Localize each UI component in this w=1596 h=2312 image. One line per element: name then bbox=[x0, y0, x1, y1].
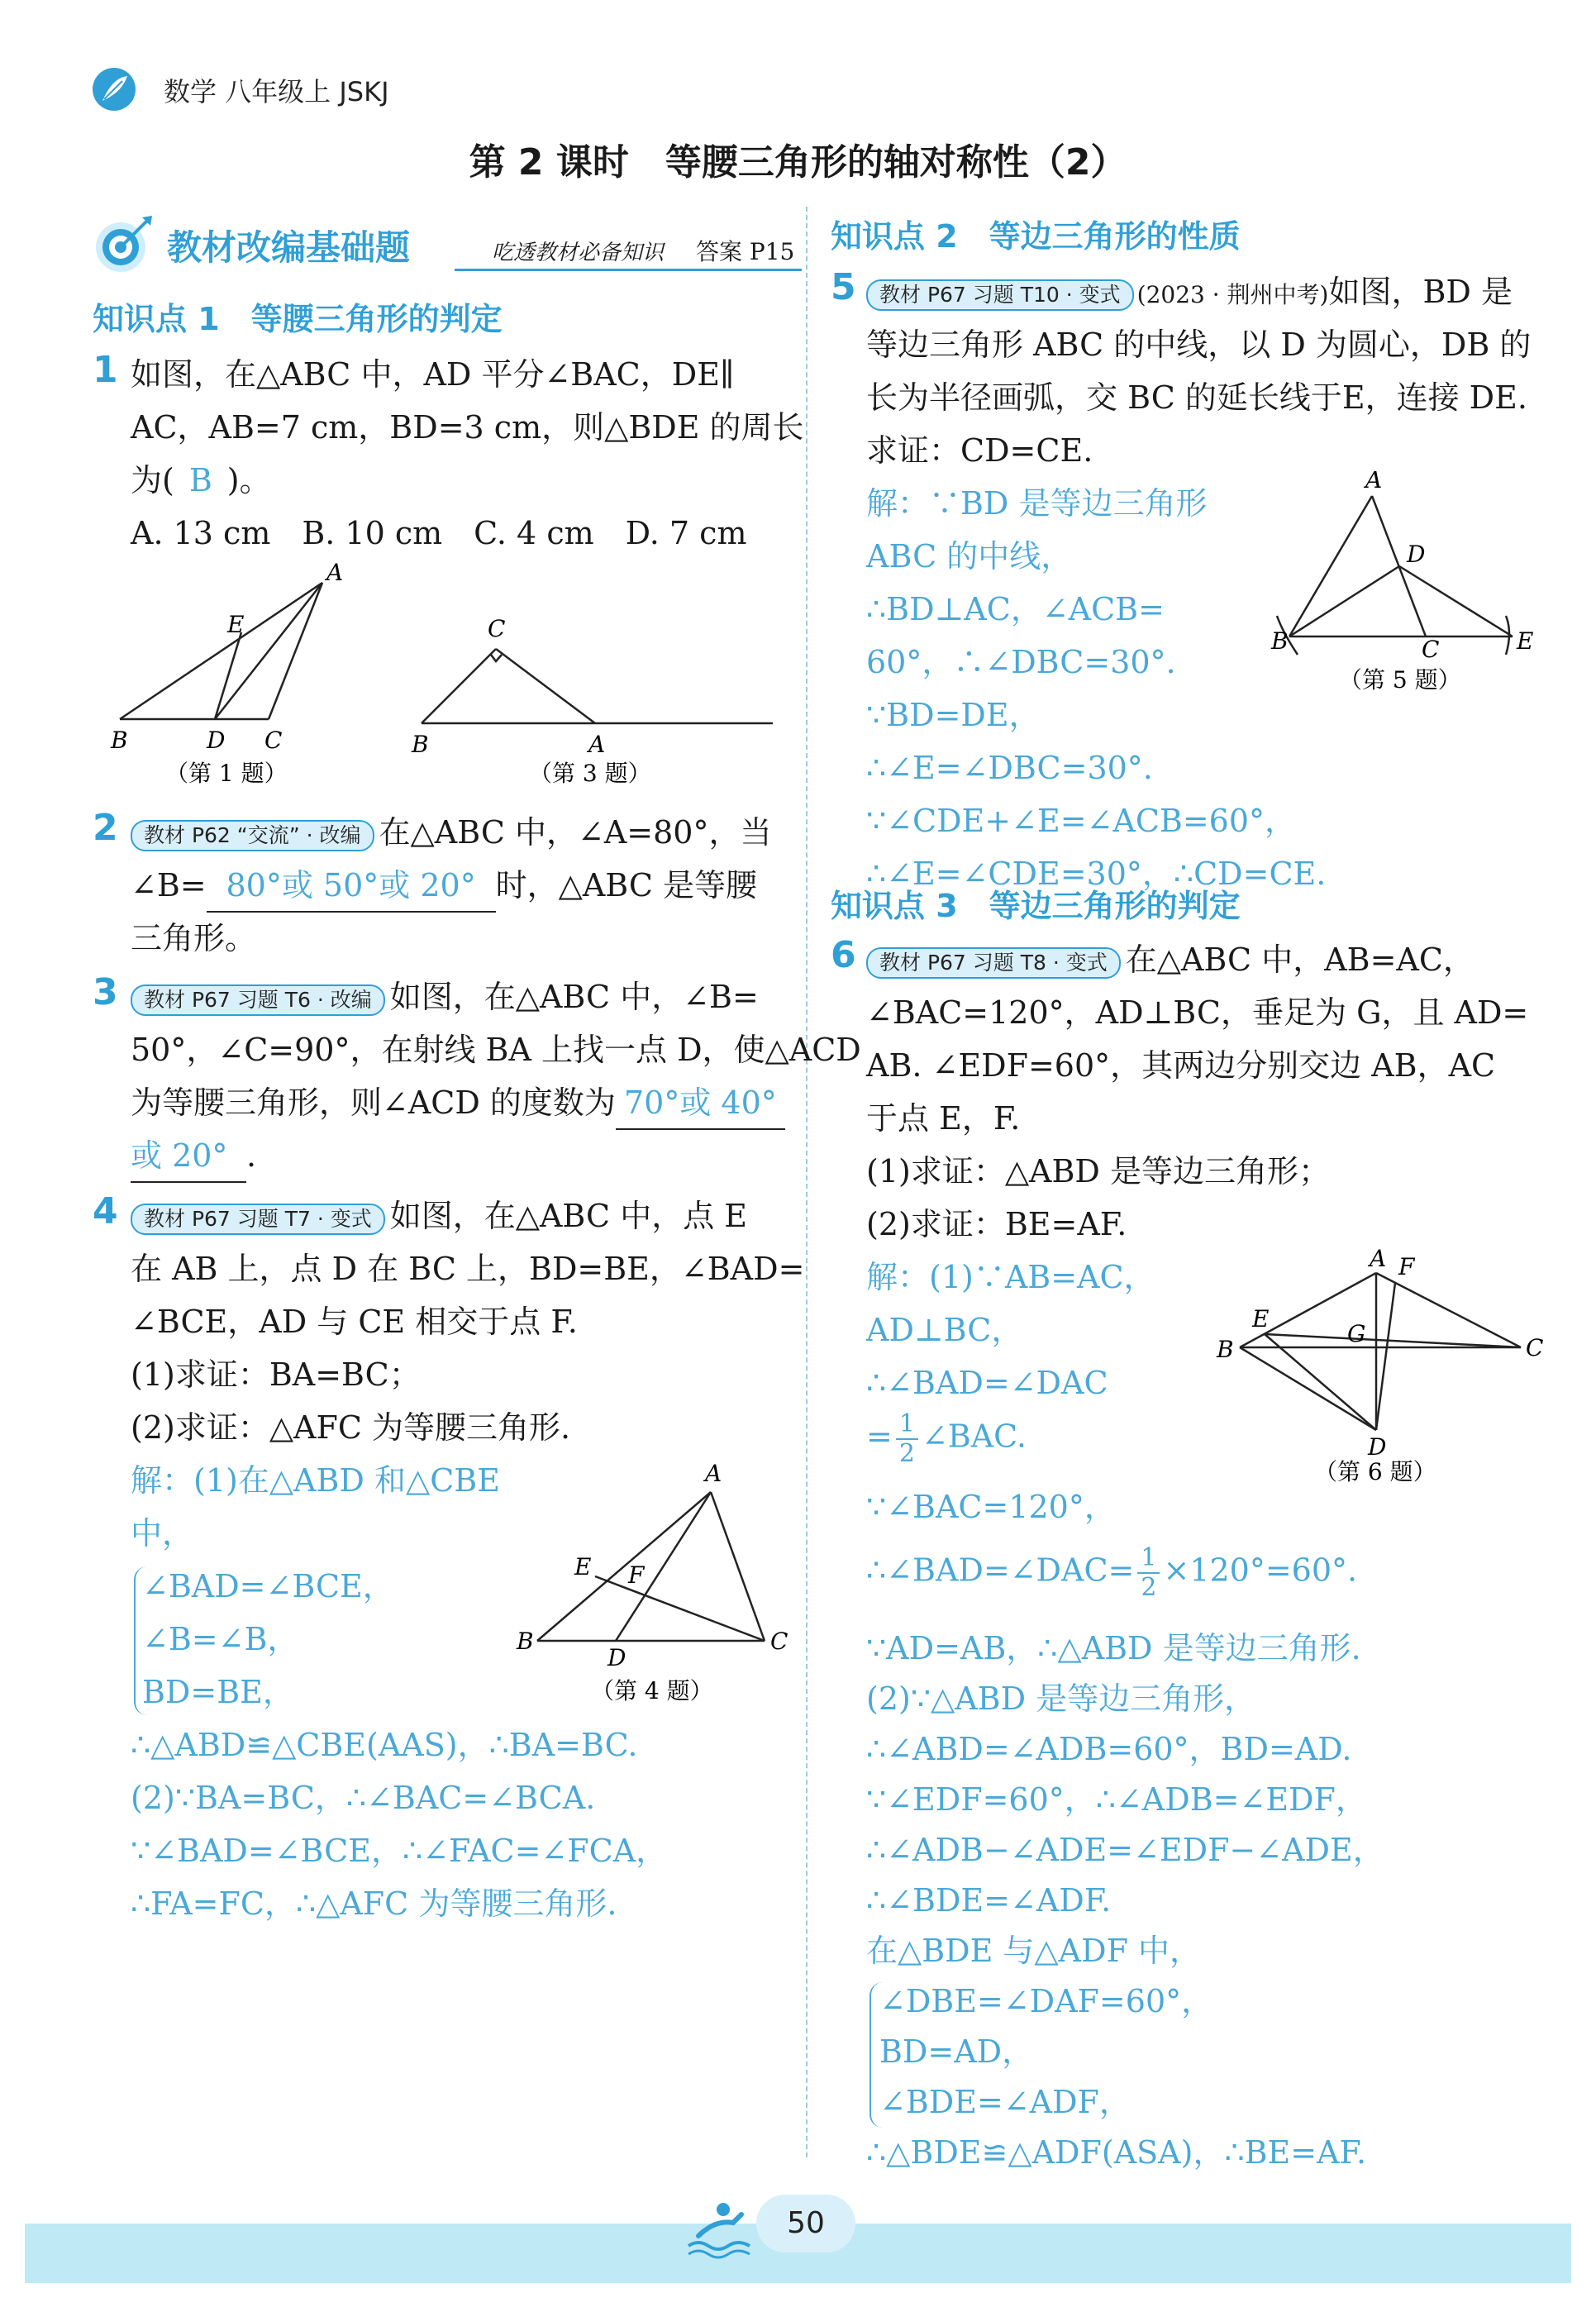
fig4-line-ec bbox=[595, 1576, 765, 1641]
q5-line1-text: 如图，BD 是 bbox=[1328, 274, 1513, 310]
fig4-caption: （第 4 题） bbox=[591, 1677, 713, 1704]
fig6-line-ac bbox=[1376, 1273, 1521, 1347]
q5-solution-3: ∴BD⊥AC，∠ACB= bbox=[866, 591, 1165, 627]
q6-solution-16: ∠BDE=∠ADF， bbox=[879, 2084, 1131, 2120]
q6-solution-14: ∠DBE=∠DAF=60°， bbox=[879, 1983, 1213, 2019]
q6-solution-4 bbox=[866, 1410, 1027, 1485]
header bbox=[91, 66, 504, 116]
q2-line1-text: 在△ABC 中，∠A=80°，当 bbox=[379, 814, 772, 851]
q1-line3-b: )。 bbox=[226, 462, 271, 498]
q5-solution-5: ∵BD=DE， bbox=[866, 697, 1041, 733]
target-icon bbox=[91, 211, 157, 277]
q5-solution-4: 60°，∴∠DBC=30°. bbox=[866, 644, 1176, 680]
q5-solution-8: ∴∠E=∠CDE=30°，∴CD=CE. bbox=[866, 856, 1327, 892]
fig4-label-f: F bbox=[628, 1561, 645, 1589]
q5-solution-6: ∴∠E=∠DBC=30°. bbox=[866, 750, 1153, 786]
q3-number: 3 bbox=[93, 971, 118, 1013]
q4-solution-3: ∠BAD=∠BCE， bbox=[142, 1568, 394, 1604]
q6-solution-2: AD⊥BC， bbox=[866, 1312, 1023, 1348]
q4-number: 4 bbox=[93, 1190, 118, 1232]
q6-solution-1: 解：(1)∵AB=AC， bbox=[866, 1259, 1155, 1295]
header-subject: 数学 八年级上 JSKJ bbox=[164, 76, 389, 107]
q3-line4-b: . bbox=[246, 1137, 257, 1174]
fig1-label-b: B bbox=[111, 727, 128, 754]
fig6-label-d: D bbox=[1368, 1433, 1387, 1461]
q1-line3 bbox=[131, 455, 271, 506]
fig1-line-da bbox=[215, 583, 322, 719]
q6-solution-7: ∵AD=AB，∴△ABD 是等边三角形. bbox=[866, 1630, 1361, 1666]
fig3-right-angle-mark bbox=[491, 655, 502, 661]
q6-s6-numerator: 1 bbox=[1137, 1544, 1160, 1574]
fig4-label-d: D bbox=[607, 1644, 626, 1671]
page-number-badge bbox=[756, 2195, 855, 2252]
fig5-label-b: B bbox=[1271, 627, 1289, 655]
q4-line4: (1)求证：BA=BC； bbox=[131, 1356, 421, 1393]
q6-source-tag: 教材 P67 习题 T8 · 变式 bbox=[866, 947, 1121, 979]
q6-s4-tail: ∠BAC. bbox=[921, 1418, 1027, 1455]
fig4-label-a: A bbox=[705, 1463, 722, 1487]
q6-solution-9: ∴∠ABD=∠ADB=60°，BD=AD. bbox=[866, 1731, 1352, 1767]
q6-s6-tail: ×120°=60°. bbox=[1163, 1552, 1358, 1589]
fig3-caption: （第 3 题） bbox=[529, 760, 651, 787]
fig3-label-b: B bbox=[412, 731, 429, 758]
fig6-line-ec bbox=[1265, 1334, 1521, 1347]
q4-solution-8: ∵∠BAD=∠BCE，∴∠FAC=∠FCA， bbox=[131, 1833, 668, 1869]
fig5-line-bd bbox=[1289, 566, 1399, 636]
fig6-label-b: B bbox=[1217, 1336, 1234, 1363]
fig6-line-de bbox=[1265, 1334, 1376, 1430]
q5-exam-source: (2023 · 荆州中考) bbox=[1136, 281, 1329, 308]
q6-solution-17: ∴△BDE≌△ADF(ASA)，∴BE=AF. bbox=[866, 2134, 1367, 2171]
q1-line1: 如图，在△ABC 中，AD 平分∠BAC，DE∥ bbox=[131, 356, 735, 393]
figure-6 bbox=[1207, 1248, 1546, 1488]
q5-number: 5 bbox=[831, 266, 856, 308]
fig6-label-g: G bbox=[1347, 1320, 1366, 1347]
page-title: 第 2 课时 等腰三角形的轴对称性（2） bbox=[469, 141, 1127, 184]
fig5-label-a: A bbox=[1365, 471, 1383, 493]
fig1-label-d: D bbox=[207, 727, 226, 754]
q6-s4-eq: = bbox=[866, 1418, 893, 1455]
q6-line6: (2)求证：BE=AF. bbox=[866, 1206, 1127, 1242]
q3-line2: 50°，∠C=90°，在射线 BA 上找一点 D，使△ACD bbox=[131, 1032, 861, 1068]
q6-solution-11: ∴∠ADB−∠ADE=∠EDF−∠ADE， bbox=[866, 1832, 1384, 1868]
fig3-label-c: C bbox=[488, 615, 506, 642]
q3-answer-part2: 或 20° bbox=[131, 1130, 246, 1183]
q6-s4-fraction bbox=[896, 1410, 918, 1468]
q5-solution-2: ABC 的中线， bbox=[866, 538, 1073, 574]
q4-solution-9: ∴FA=FC，∴△AFC 为等腰三角形. bbox=[131, 1885, 617, 1922]
q6-line4: 于点 E，F. bbox=[866, 1100, 1021, 1137]
q4-line2: 在 AB 上，点 D 在 BC 上，BD=BE，∠BAD= bbox=[131, 1251, 805, 1287]
q4-solution-7: (2)∵BA=BC，∴∠BAC=∠BCA. bbox=[131, 1780, 596, 1816]
figure-3 bbox=[405, 603, 785, 794]
fig4-label-c: C bbox=[770, 1628, 788, 1655]
q4-solution-1: 解：(1)在△ABD 和△CBE bbox=[131, 1462, 500, 1499]
fig5-line-de bbox=[1399, 566, 1513, 636]
fig6-line-bd bbox=[1240, 1347, 1376, 1430]
q1-options: A. 13 cm B. 10 cm C. 4 cm D. 7 cm bbox=[131, 515, 747, 551]
q3-line3-a: 为等腰三角形，则∠ACD 的度数为 bbox=[131, 1084, 616, 1121]
section-banner-subtitle: 吃透教材必备知识 bbox=[492, 241, 665, 265]
q2-line2-b: 时，△ABC 是等腰 bbox=[495, 867, 758, 903]
fig5-label-d: D bbox=[1407, 541, 1426, 568]
q1-number: 1 bbox=[93, 349, 118, 391]
q2-number: 2 bbox=[93, 807, 118, 849]
q6-s6-head: ∴∠BAD=∠DAC= bbox=[866, 1552, 1135, 1589]
q2-source-tag: 教材 P62 “交流” · 改编 bbox=[131, 820, 374, 851]
q6-solution-10: ∵∠EDF=60°，∴∠ADB=∠EDF， bbox=[866, 1781, 1367, 1818]
fig6-caption: （第 6 题） bbox=[1314, 1458, 1436, 1485]
fig4-label-b: B bbox=[517, 1628, 534, 1655]
column-divider bbox=[806, 207, 808, 2157]
fig6-line-df bbox=[1376, 1283, 1395, 1430]
q1-line2: AC，AB=7 cm，BD=3 cm，则△BDE 的周长 bbox=[131, 409, 804, 446]
q5-solution-7: ∵∠CDE+∠E=∠ACB=60°， bbox=[866, 803, 1297, 839]
fig4-label-e: E bbox=[574, 1553, 592, 1580]
section-banner bbox=[91, 211, 802, 277]
fig3-line-bc bbox=[422, 649, 496, 723]
q6-solution-8: (2)∵△ABD 是等边三角形， bbox=[866, 1680, 1256, 1717]
fig1-label-e: E bbox=[227, 611, 245, 638]
q1-line3-a: 为( bbox=[131, 462, 174, 498]
section-banner-title: 教材改编基础题 bbox=[167, 227, 411, 268]
fig4-line-ba bbox=[537, 1492, 711, 1641]
kp1-heading: 知识点 1 等腰三角形的判定 bbox=[93, 301, 503, 337]
q6-s4-denominator: 2 bbox=[898, 1439, 915, 1468]
q3-line1 bbox=[131, 971, 759, 1023]
q6-solution-13: 在△BDE 与△ADF 中， bbox=[866, 1933, 1202, 1969]
q4-line3: ∠BCE，AD 与 CE 相交于点 F. bbox=[131, 1304, 578, 1340]
q5-source-tag: 教材 P67 习题 T10 · 变式 bbox=[866, 279, 1134, 311]
q6-line2: ∠BAC=120°，AD⊥BC，垂足为 G，且 AD= bbox=[866, 994, 1529, 1031]
q2-answer: 80°或 50°或 20° bbox=[207, 860, 496, 913]
q6-number: 6 bbox=[831, 934, 856, 976]
q6-line1-text: 在△ABC 中，AB=AC， bbox=[1125, 941, 1475, 978]
fig3-line-ca bbox=[496, 649, 595, 723]
q6-solution-12: ∴∠BDE=∠ADF. bbox=[866, 1882, 1112, 1919]
fig4-line-ac bbox=[711, 1492, 765, 1641]
q6-solution-3: ∴∠BAD=∠DAC bbox=[866, 1365, 1108, 1401]
q4-solution-2: 中， bbox=[131, 1515, 194, 1552]
fig1-label-c: C bbox=[264, 727, 283, 754]
feather-logo-icon bbox=[91, 66, 137, 112]
fig1-caption: （第 1 题） bbox=[165, 760, 288, 787]
figure-5 bbox=[1265, 471, 1546, 703]
q6-line1 bbox=[866, 934, 1475, 985]
q2-line2-a: ∠B= bbox=[131, 867, 207, 903]
q6-s4-numerator: 1 bbox=[896, 1410, 918, 1440]
q1-answer: B bbox=[188, 462, 212, 498]
kp3-heading: 知识点 3 等边三角形的判定 bbox=[831, 888, 1241, 924]
q2-line2 bbox=[131, 860, 757, 913]
fig5-label-c: C bbox=[1422, 636, 1440, 663]
q4-solution-6: ∴△ABD≌△CBE(AAS)，∴BA=BC. bbox=[131, 1727, 638, 1763]
fig5-arc-e bbox=[1506, 616, 1509, 655]
swimmer-icon bbox=[682, 2195, 756, 2261]
q3-source-tag: 教材 P67 习题 T6 · 改编 bbox=[131, 984, 385, 1016]
fig6-label-a: A bbox=[1370, 1248, 1387, 1272]
fig6-label-c: C bbox=[1526, 1334, 1544, 1361]
fig6-label-e: E bbox=[1252, 1305, 1270, 1332]
q5-solution-1: 解：∵BD 是等边三角形 bbox=[866, 485, 1208, 522]
q5-line3: 长为半径画弧，交 BC 的延长线于E，连接 DE. bbox=[866, 379, 1527, 416]
q5-line2: 等边三角形 ABC 的中线，以 D 为圆心，DB 的 bbox=[866, 327, 1532, 363]
q5-line1 bbox=[866, 266, 1513, 321]
q4-line1 bbox=[131, 1190, 747, 1242]
q3-line3 bbox=[131, 1077, 785, 1130]
fig5-line-ba bbox=[1289, 496, 1372, 636]
q4-line5: (2)求证：△AFC 为等腰三角形. bbox=[131, 1409, 571, 1446]
q6-s6-denominator: 2 bbox=[1141, 1573, 1157, 1602]
banner-underline bbox=[455, 269, 802, 271]
fig1-label-a: A bbox=[326, 562, 344, 586]
fig1-line-ca bbox=[269, 583, 322, 719]
q3-line4 bbox=[131, 1130, 256, 1183]
q6-s6-fraction bbox=[1137, 1544, 1160, 1602]
q3-answer-part1: 70°或 40° bbox=[616, 1077, 785, 1130]
page-number: 50 bbox=[787, 2206, 825, 2240]
q5-line4: 求证：CD=CE. bbox=[866, 432, 1093, 469]
q6-solution-5: ∵∠BAC=120°， bbox=[866, 1489, 1116, 1525]
q2-line1 bbox=[131, 807, 771, 858]
figure-4 bbox=[512, 1463, 802, 1711]
section-banner-answer-ref: 答案 P15 bbox=[696, 238, 795, 265]
kp2-heading: 知识点 2 等边三角形的性质 bbox=[831, 218, 1241, 255]
fig5-label-e: E bbox=[1517, 627, 1534, 655]
fig5-caption: （第 5 题） bbox=[1339, 666, 1461, 694]
q6-solution-15: BD=AD， bbox=[879, 2033, 1034, 2070]
fig3-label-a: A bbox=[588, 731, 606, 758]
q3-line1-text: 如图，在△ABC 中，∠B= bbox=[389, 979, 759, 1015]
q4-solution-4: ∠B=∠B， bbox=[142, 1621, 299, 1657]
q6-line5: (1)求证：△ABD 是等边三角形； bbox=[866, 1153, 1330, 1189]
fig6-label-f: F bbox=[1398, 1253, 1415, 1280]
q6-line3: AB. ∠EDF=60°，其两边分别交边 AB，AC bbox=[866, 1047, 1496, 1084]
q4-source-tag: 教材 P67 习题 T7 · 变式 bbox=[131, 1204, 385, 1235]
q4-solution-5: BD=BE， bbox=[142, 1674, 294, 1710]
figure-1 bbox=[99, 562, 364, 794]
q6-solution-6 bbox=[866, 1544, 1357, 1602]
q2-line3: 三角形。 bbox=[131, 920, 257, 956]
q4-line1-text: 如图，在△ABC 中，点 E bbox=[389, 1198, 748, 1234]
